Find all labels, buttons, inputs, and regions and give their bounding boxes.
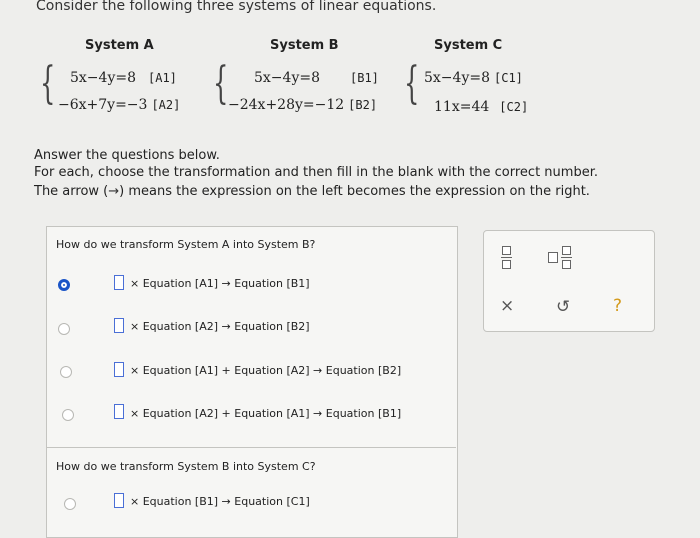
help-icon[interactable]: ?	[613, 296, 623, 316]
equation-b1: 5x−4y=8 [B1]	[254, 70, 379, 86]
instructions-line-2: For each, choose the transformation and then fill in the blank with the correct number.	[34, 165, 598, 180]
question-panel	[46, 226, 458, 538]
q1-option-4-label: × Equation [A2] + Equation [A1] → Equation [B1]	[130, 407, 402, 420]
question-1-text: How do we transform System A into System B?	[56, 238, 316, 251]
q1-option-1-radio[interactable]	[58, 279, 70, 291]
q1-option-2-label: × Equation [A2] → Equation [B2]	[130, 320, 310, 333]
undo-icon[interactable]: ↺	[556, 297, 571, 317]
clear-icon[interactable]: ×	[500, 296, 515, 316]
system-c-title: System C	[434, 38, 503, 53]
question-2-text: How do we transform System B into System C?	[56, 460, 316, 473]
q1-option-1-label: × Equation [A1] → Equation [B1]	[130, 277, 310, 290]
system-c-brace: {	[404, 58, 420, 109]
instructions-line-1: Answer the questions below.	[34, 148, 220, 163]
q1-option-2-input[interactable]	[114, 318, 124, 333]
equation-b2: −24x+28y=−12 [B2]	[228, 97, 378, 113]
equation-a2: −6x+7y=−3 [A2]	[58, 97, 181, 113]
q1-option-2-radio[interactable]	[58, 323, 70, 335]
instructions-line-3: The arrow (→) means the expression on the left becomes the expression on the right.	[34, 184, 590, 199]
q2-option-1-input[interactable]	[114, 493, 124, 508]
arrow-icon: →	[108, 184, 120, 199]
system-b-title: System B	[270, 38, 339, 53]
q2-option-1-label: × Equation [B1] → Equation [C1]	[130, 495, 310, 508]
q1-option-4-radio[interactable]	[62, 409, 74, 421]
equation-a1: 5x−4y=8 [A1]	[70, 70, 177, 86]
q1-option-1-input[interactable]	[114, 275, 124, 290]
prompt-text: Consider the following three systems of linear equations.	[36, 0, 437, 14]
q1-option-3-radio[interactable]	[60, 366, 72, 378]
q1-option-3-label: × Equation [A1] + Equation [A2] → Equation [B2]	[130, 364, 402, 377]
system-a-title: System A	[85, 38, 154, 53]
equation-c1: 5x−4y=8 [C1]	[424, 70, 523, 86]
q2-option-1-radio[interactable]	[64, 498, 76, 510]
equation-c2: 11x=44 [C2]	[434, 99, 529, 115]
system-b-brace: {	[213, 58, 229, 109]
panel-divider	[46, 447, 456, 448]
q1-option-3-input[interactable]	[114, 362, 124, 377]
system-a-brace: {	[40, 58, 56, 109]
q1-option-4-input[interactable]	[114, 404, 124, 419]
